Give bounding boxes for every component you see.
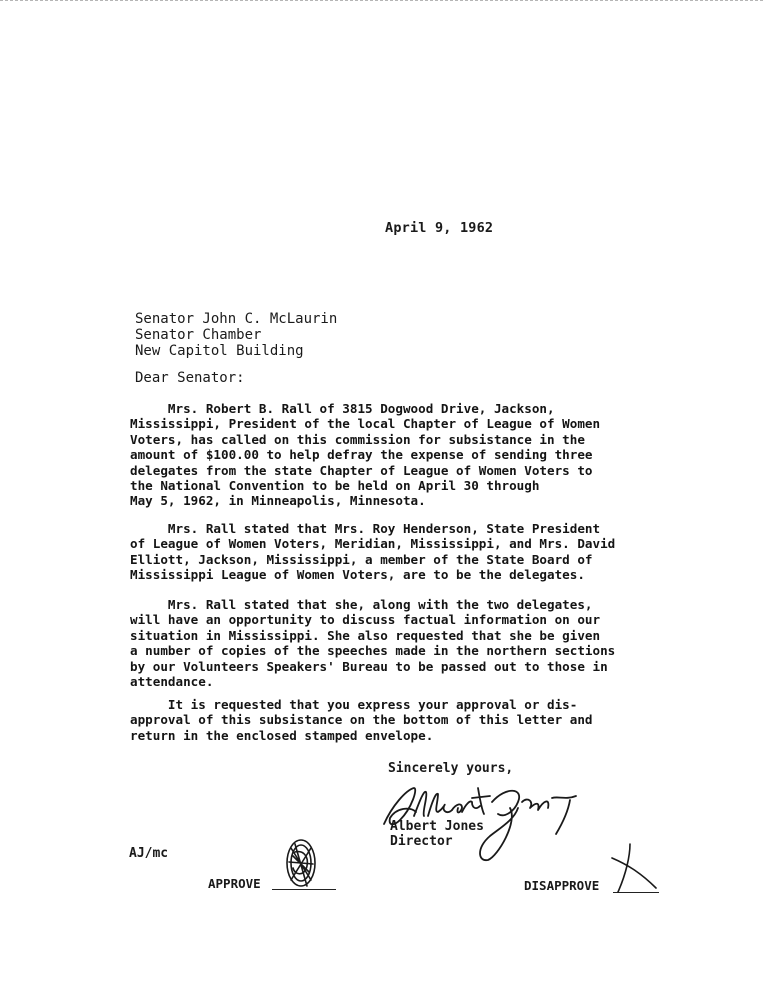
- salutation: Dear Senator:: [135, 370, 245, 386]
- recipient-address: [135, 311, 337, 359]
- typist-initials: AJ/mc: [129, 846, 169, 861]
- approve-label: APPROVE: [208, 876, 261, 891]
- address-line: Senator Chamber: [135, 327, 262, 343]
- body-paragraph-1: Mrs. Robert B. Rall of 3815 Dogwood Drive, Jackson, Mississippi, President of the local Chapter of League of Women Voters, has called on this commission for subsistance in the amount of $100.00 to help defray the expense of sending three delegates from the state Chapter of League of Women Voters to the National Convention to be held on April 30 through May 5, 1962, in Minneapolis, Minnesota.: [130, 401, 601, 509]
- address-line: Senator John C. McLaurin: [135, 311, 338, 327]
- approve-scribble-mark: [283, 836, 319, 890]
- letter-date: April 9, 1962: [385, 220, 494, 236]
- body-paragraph-2: Mrs. Rall stated that Mrs. Roy Henderson, State President of League of Women Voters, Meridian, Mississippi, and Mrs. David Elliott, Jackson, Mississippi, a member of the State Board of Mississippi League of Women Voters, are to be the delegates.: [130, 521, 616, 583]
- disapprove-label: DISAPPROVE: [524, 878, 600, 893]
- page-top-edge: [0, 0, 763, 1]
- disapprove-x-mark: [608, 842, 662, 894]
- body-paragraph-4: It is requested that you express your approval or dis- approval of this subsistance on the bottom of this letter and return in the enclosed stamped envelope.: [130, 697, 593, 743]
- closing: Sincerely yours,: [388, 761, 514, 776]
- address-line: New Capitol Building: [135, 343, 304, 359]
- body-paragraph-3: Mrs. Rall stated that she, along with the two delegates, will have an opportunity to discuss factual information on our situation in Mississippi. She also requested that she be given a number of copies of the speeches made in the northern sections by our Volunteers Speakers' Bureau to be passed out to those in attendance.: [130, 597, 616, 690]
- signer-title: Director: [390, 834, 453, 849]
- signer-name: Albert Jones: [390, 819, 484, 834]
